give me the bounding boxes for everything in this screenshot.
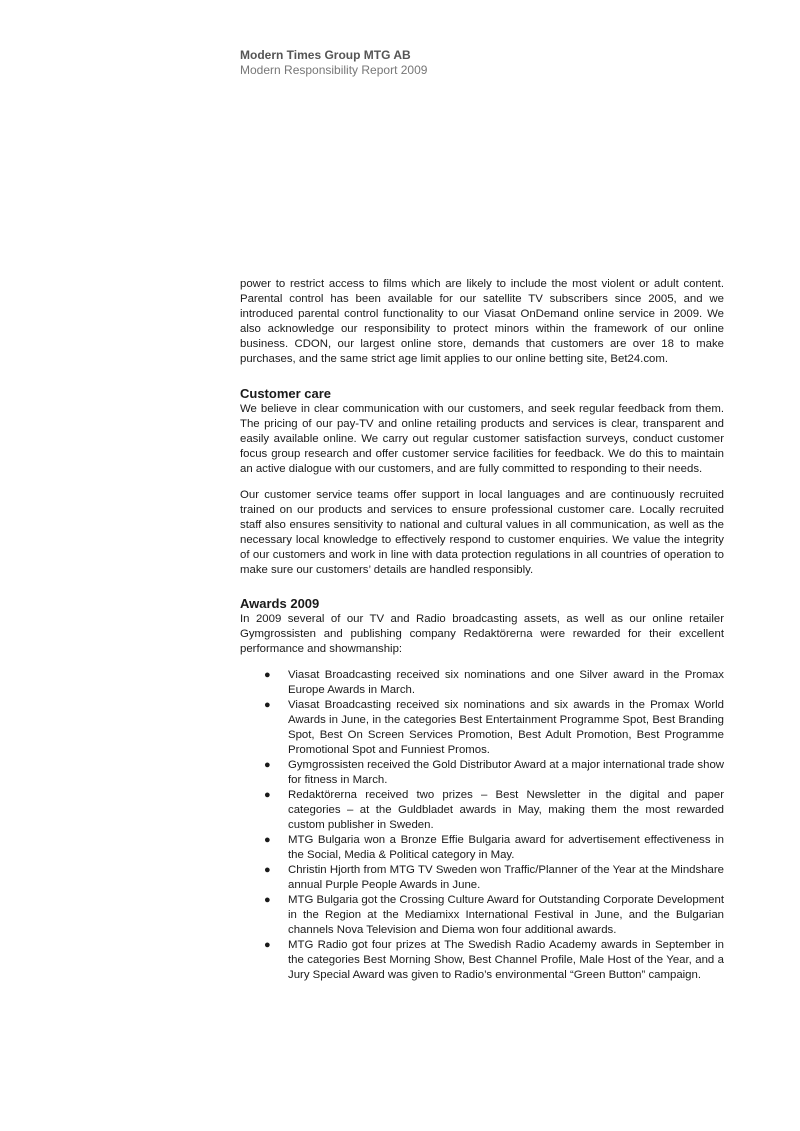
bullet-icon: ● (264, 759, 271, 771)
bullet-icon: ● (264, 669, 271, 681)
bullet-icon: ● (264, 789, 271, 801)
intro-paragraph: power to restrict access to films which are likely to include the most violent or adult content. Parental control has been available for our satellite TV subscribers since 2005, and we introduced parental control functionality to our Viasat OnDemand online service in 2009. We also acknowledge our responsibility to protect minors within the framework of our online business. CDON, our largest online store, demands that customers are over 18 to make purchases, and the same strict age limit applies to our online betting site, Bet24.com. (240, 278, 724, 365)
award-item (240, 893, 724, 938)
award-text: Viasat Broadcasting received six nominations and one Silver award in the Promax Europe Awards in March. (288, 669, 724, 696)
award-text: Gymgrossisten received the Gold Distributor Award at a major international trade show for fitness in March. (288, 759, 725, 786)
award-text: MTG Bulgaria got the Crossing Culture Award for Outstanding Corporate Development in the Region at the Mediamixx International Festival in June, and the Bulgarian channels Nova Television and Diema won four additional awards. (288, 894, 725, 936)
company-name: Modern Times Group MTG AB (240, 48, 411, 62)
award-text: MTG Bulgaria won a Bronze Effie Bulgaria award for advertisement effectiveness in the Social, Media & Political category in May. (288, 834, 724, 861)
bullet-icon: ● (264, 894, 271, 906)
award-text: Viasat Broadcasting received six nominations and six awards in the Promax World Awards in June, in the categories Best Entertainment Programme Spot, Best Branding Spot, Best On Screen Services Promotion, Best Adult Promotion, Best Programme Promotional Spot and Funniest Promos. (288, 699, 724, 756)
bullet-icon: ● (264, 939, 271, 951)
award-item (240, 698, 724, 758)
main-content (240, 277, 724, 983)
bullet-icon: ● (264, 699, 271, 711)
award-item (240, 758, 724, 788)
award-item (240, 863, 724, 893)
customer-care-heading: Customer care (240, 386, 332, 401)
award-item (240, 668, 724, 698)
awards-intro: In 2009 several of our TV and Radio broadcasting assets, as well as our online retailer Gymgrossisten and publishing company Redaktörerna were rewarded for their excellent performance and showmanship: (240, 613, 724, 655)
award-text: Christin Hjorth from MTG TV Sweden won Traffic/Planner of the Year at the Mindshare annual Purple People Awards in June. (288, 864, 724, 891)
award-item (240, 833, 724, 863)
awards-heading: Awards 2009 (240, 596, 320, 611)
bullet-icon: ● (264, 864, 271, 876)
page-header (240, 48, 427, 78)
award-text: Redaktörerna received two prizes – Best Newsletter in the digital and paper categories – at the Guldbladet awards in May, making them the most rewarded custom publisher in Sweden. (288, 789, 724, 831)
award-item (240, 938, 724, 983)
awards-list (240, 668, 724, 983)
award-item (240, 788, 724, 833)
customer-care-paragraph-2: Our customer service teams offer support in local languages and are continuously recruited trained on our products and services to ensure professional customer care. Locally recruited staff also ensures sensitivity to national and cultural values in all communication, as well as the necessary local knowledge to effectively respond to customer enquiries. We value the integrity of our customers and work in line with data protection regulations in all countries of operation to make sure our customers’ details are handled responsibly. (240, 489, 724, 576)
award-text: MTG Radio got four prizes at The Swedish Radio Academy awards in September in the categories Best Morning Show, Best Channel Profile, Male Host of the Year, and a Jury Special Award was given to Radio’s environmental “Green Button” campaign. (288, 939, 724, 981)
report-title: Modern Responsibility Report 2009 (240, 63, 428, 77)
customer-care-paragraph-1: We believe in clear communication with our customers, and seek regular feedback from them. The pricing of our pay-TV and online retailing products and services is clear, transparent and easily available online. We carry out regular customer satisfaction surveys, conduct customer focus group research and offer customer service facilities for feedback. We do this to maintain an active dialogue with our customers, and are fully committed to responding to their needs. (240, 403, 724, 475)
bullet-icon: ● (264, 834, 271, 846)
